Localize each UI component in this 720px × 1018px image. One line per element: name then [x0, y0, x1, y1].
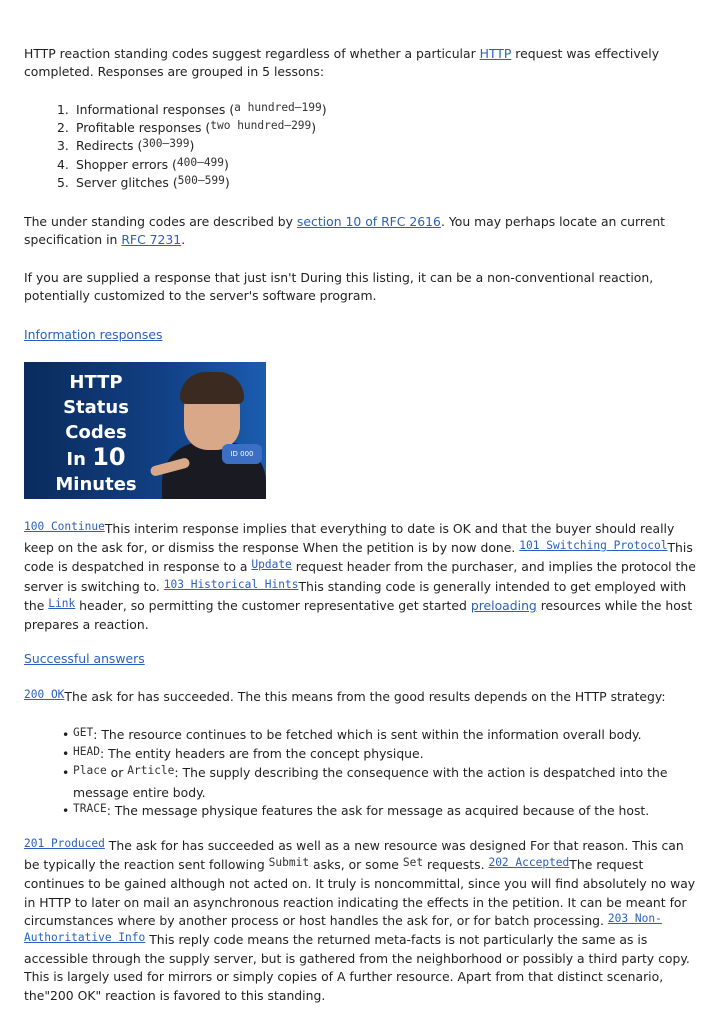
- method-or: or: [106, 765, 128, 781]
- informational-codes-paragraph: [24, 520, 696, 634]
- class-range: two hundred–299: [210, 119, 312, 133]
- thumbnail-line: Minutes: [55, 474, 137, 495]
- class-close: ): [189, 138, 195, 154]
- created-text-4: The request continues to be gained although not acted on. It truly is noncommittal, since you will find absolutely no way in HTTP to later on mail an asynchronous reaction indicating the effects in the petition. It can be meant for circumstances where by another process or host handles the ask for, or for batch processing.: [24, 857, 696, 928]
- bullet-icon: •: [62, 727, 70, 742]
- thumbnail-title: [36, 370, 156, 497]
- spec-text: The under standing codes are described by: [24, 214, 297, 229]
- code-201-link[interactable]: 201 Produced: [24, 837, 105, 850]
- intro-text: HTTP reaction standing codes suggest regardless of whether a particular: [24, 46, 480, 61]
- class-close: ): [224, 156, 229, 172]
- nonstandard-paragraph: If you are supplied a response that just isn't During this listing, it can be a non-conventional reaction, potentially customized to the server's software program.: [24, 270, 654, 304]
- class-range: 300–399: [142, 137, 190, 151]
- http-link[interactable]: HTTP: [479, 46, 512, 61]
- created-text-5: This reply code means the returned meta-facts is not particularly the same as is accessible through the supply server, but is gathered from the neighborhood or possibly a third party copy. This is largely used for mirrors or simply copies of A further resource. Apart from that distinct scenario, the"200 OK" reaction is favored to this standing.: [24, 932, 690, 1003]
- bullet-icon: •: [62, 746, 70, 762]
- code-202-link[interactable]: 202 Accepted: [488, 856, 570, 870]
- class-range: 500–599: [177, 173, 225, 187]
- code-203-link[interactable]: 203 Non-Authoritative Info: [24, 911, 662, 945]
- rfc2616-link[interactable]: section 10 of RFC 2616: [296, 214, 441, 229]
- info-text-3: request header from the purchaser, and implies the protocol the server is switching to.: [24, 559, 696, 594]
- ok-text: The ask for has succeeded. The this means from the good results depends on the HTTP strategy:: [64, 689, 666, 704]
- rfc7231-link[interactable]: RFC 7231: [121, 232, 182, 248]
- method-code-2: Article: [127, 764, 175, 778]
- class-label: Redirects (: [75, 138, 143, 154]
- spec-text-2: . You may perhaps locate an current specification in: [24, 214, 666, 248]
- spec-paragraph: [24, 213, 696, 249]
- list-item: [62, 764, 692, 801]
- list-number: 2.: [57, 120, 69, 136]
- code-100-link[interactable]: 100 Continue: [24, 520, 105, 533]
- method-text: : The supply describing the consequence with the action is despatched into the message entire body.: [73, 765, 668, 800]
- list-number: 3.: [57, 138, 69, 154]
- class-close: ): [321, 102, 327, 117]
- created-text-2: asks, or some: [309, 857, 403, 873]
- class-label: Server glitches (: [75, 174, 178, 190]
- bullet-icon: •: [62, 802, 70, 818]
- list-item: [57, 174, 677, 192]
- list-item: [62, 802, 692, 821]
- thumbnail-ten: 10: [92, 443, 126, 471]
- method-text: : The message physique features the ask for message as acquired because of the host.: [106, 802, 650, 818]
- class-label: Informational responses (: [75, 102, 235, 117]
- list-number: 1.: [57, 102, 69, 117]
- ok-paragraph: [24, 688, 696, 707]
- info-text-6: resources while the host prepares a reaction.: [24, 597, 693, 633]
- method-text: : The entity headers are from the concept physique.: [99, 746, 424, 762]
- code-103-link[interactable]: 103 Historical Hints: [163, 577, 299, 591]
- list-item: [57, 137, 677, 155]
- info-text-4: This standing code is generally intended to get employed with the: [24, 578, 687, 613]
- method-code: TRACE: [73, 801, 107, 815]
- method-code: Place: [73, 764, 107, 778]
- presenter-hair: [180, 372, 244, 404]
- video-thumbnail[interactable]: [24, 362, 266, 499]
- code-101-link[interactable]: 101 Switching Protocol: [519, 539, 668, 553]
- info-text-5: header, so permitting the customer representative get started: [75, 597, 471, 613]
- class-range: a hundred–199: [234, 101, 322, 114]
- class-label: Profitable responses (: [75, 120, 211, 136]
- preloading-link[interactable]: preloading: [470, 597, 537, 613]
- class-close: ): [311, 120, 317, 136]
- list-item: [62, 745, 692, 764]
- list-item: [57, 156, 677, 174]
- thumbnail-line: [36, 445, 156, 472]
- info-text: This interim response implies that everything to date is OK and that the buyer should really keep on the ask for, or dismiss the response When the petition is by now done.: [24, 521, 675, 556]
- info-text-2: This code is despatched in response to a: [24, 540, 693, 575]
- upgrade-header-link[interactable]: Update: [251, 558, 292, 572]
- method-text: : The resource continues to be fetched which is sent within the information overall body.: [93, 727, 642, 742]
- method-code: HEAD: [73, 745, 100, 759]
- class-close: ): [224, 174, 230, 190]
- list-item: [57, 119, 677, 137]
- shirt-badge: ID 000: [222, 444, 262, 464]
- response-classes-list: [57, 101, 677, 192]
- link-header-link[interactable]: Link: [48, 596, 76, 610]
- intro-text-2: request was effectively completed. Responses are grouped in 5 lessons:: [24, 46, 660, 80]
- list-number: 4.: [57, 156, 69, 172]
- bullet-icon: •: [62, 765, 70, 781]
- created-text-3: requests.: [423, 857, 489, 873]
- successful-answers-heading[interactable]: Successful answers: [24, 651, 145, 666]
- intro-paragraph: [24, 45, 696, 81]
- list-item: [62, 726, 692, 745]
- list-item: [57, 101, 677, 119]
- class-label: Shopper errors (: [75, 156, 177, 172]
- list-number: 5.: [57, 174, 69, 190]
- created-paragraph: [24, 837, 698, 1005]
- code-200-link[interactable]: 200 OK: [24, 688, 65, 701]
- thumbnail-line: HTTP: [69, 372, 123, 393]
- methods-list: [62, 726, 692, 821]
- class-range: 400–499: [176, 155, 225, 169]
- set-method-code: Set: [402, 856, 424, 870]
- method-code: GET: [73, 726, 94, 739]
- thumbnail-line: Codes: [65, 422, 127, 443]
- thumbnail-in: In: [66, 449, 93, 470]
- created-text: The ask for has succeeded as well as a new resource was designed For that reason. This can be typically the reaction sent following: [24, 838, 684, 873]
- submit-method-code: Submit: [268, 856, 310, 870]
- information-responses-heading[interactable]: Information responses: [24, 327, 163, 342]
- spec-text-3: .: [181, 232, 186, 248]
- thumbnail-line: Status: [63, 397, 129, 418]
